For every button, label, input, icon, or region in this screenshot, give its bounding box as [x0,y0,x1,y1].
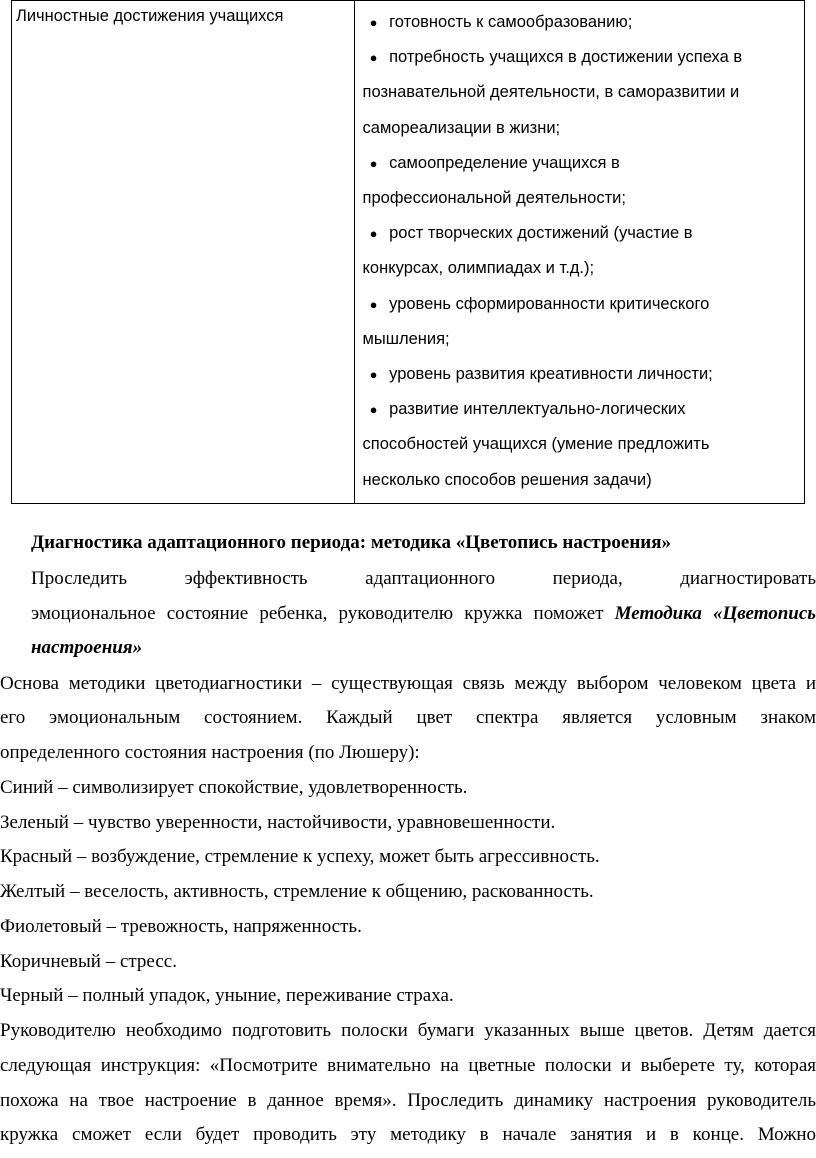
list-item-text: несколько способов решения задачи) [362,470,652,489]
table-row [12,1,805,504]
instruction-line-2: следующая инструкция: «Посмотрите внимательно на цветные полоски и выберете ту, которая [0,1055,816,1076]
list-item-line [363,251,798,286]
list-item-line [363,322,798,357]
list-item-text: мышления; [362,329,450,348]
instruction-line-1: Руководителю необходимо подготовить полоски бумаги указанных выше цветов. Детям дается [0,1020,816,1041]
bullet-icon: ● [369,15,378,30]
list-item [363,40,798,146]
list-item-line [363,75,798,110]
list-item-line [363,181,798,216]
list-item-line [363,146,798,181]
list-item-line [363,427,798,462]
bullet-icon: ● [369,226,378,242]
list-item-line [363,216,798,251]
intro-line-2-plain: эмоциональное состояние ребенка, руководителю кружка поможет [31,602,615,624]
achievement-list [355,1,804,503]
list-item-text: рост творческих достижений (участие в [389,224,693,243]
list-item-text: познавательной деятельности, в саморазвитии и [362,83,740,102]
list-item-text: потребность учащихся в достижении успеха в [389,48,743,67]
color-black: Черный – полный упадок, уныние, переживание страха. [0,985,454,1006]
list-item-text: уровень сформированности критического [389,294,710,313]
list-item-line [363,5,798,40]
instruction-line-4: кружка сможет если будет проводить эту методику в начале занятия и в конце. Можно [0,1124,816,1145]
list-item-text: профессиональной деятельности; [362,189,626,208]
basis-line-2: его эмоциональным состоянием. Каждый цвет спектра является условным знаком [0,707,816,728]
list-item [363,357,798,392]
list-item-line [363,463,798,498]
intro-paragraph [31,562,816,666]
list-item [363,216,798,286]
list-item-text: готовность к самообразованию; [389,13,633,31]
color-brown: Коричневый – стресс. [0,951,177,972]
bullet-icon: ● [369,296,378,312]
list-item-text: уровень развития креативности личности; [389,365,713,384]
list-item [363,287,798,357]
list-item-line [363,392,798,427]
bullet-icon: ● [369,155,378,171]
left-cell-label: Личностные достижения учащихся [16,7,284,25]
color-yellow: Желтый – веселость, активность, стремление к общению, раскованность. [0,881,594,902]
bullet-icon: ● [369,50,378,66]
color-blue: Синий – символизирует спокойствие, удовлетворенность. [0,777,468,798]
list-item-text: способностей учащихся (умение предложить [362,435,710,454]
basis-line-3: определенного состояния настроения (по Люшеру): [0,742,420,763]
list-item-line [363,287,798,322]
bullet-icon: ● [369,402,378,418]
list-item [363,5,798,40]
list-item-line [363,111,798,146]
list-item-text: самореализации в жизни; [362,118,561,137]
table-left-cell [12,1,355,504]
section-heading: Диагностика адаптационного периода: методика «Цветопись настроения» [31,532,671,553]
intro-line-1: Проследить эффективность адаптационного периода, диагностировать [31,568,816,589]
bullet-icon: ● [369,367,378,383]
list-item-line [363,357,798,392]
table-right-cell [354,1,804,504]
basis-line-1: Основа методики цветодиагностики – существующая связь между выбором человеком цвета и [0,673,816,694]
list-item-line [363,40,798,75]
color-violet: Фиолетовый – тревожность, напряженность. [0,916,362,937]
achievements-table [11,0,805,504]
color-red: Красный – возбуждение, стремление к успеху, может быть агрессивность. [0,846,600,867]
list-item [363,146,798,216]
color-green: Зеленый – чувство уверенности, настойчивости, уравновешенности. [0,812,556,833]
intro-line-2 [31,597,816,632]
list-item-text: развитие интеллектуально-логических [389,400,686,419]
method-title-part-1: Методика «Цветопись [614,602,816,624]
list-item-text: конкурсах, олимпиадах и т.д.); [362,259,595,278]
list-item [363,392,798,498]
method-title-part-2: настроения» [31,637,143,659]
list-item-text: самоопределение учащихся в [389,153,620,172]
instruction-line-3: похожа на твое настроение в данное время». Проследить динамику настроения руководитель [0,1090,816,1111]
